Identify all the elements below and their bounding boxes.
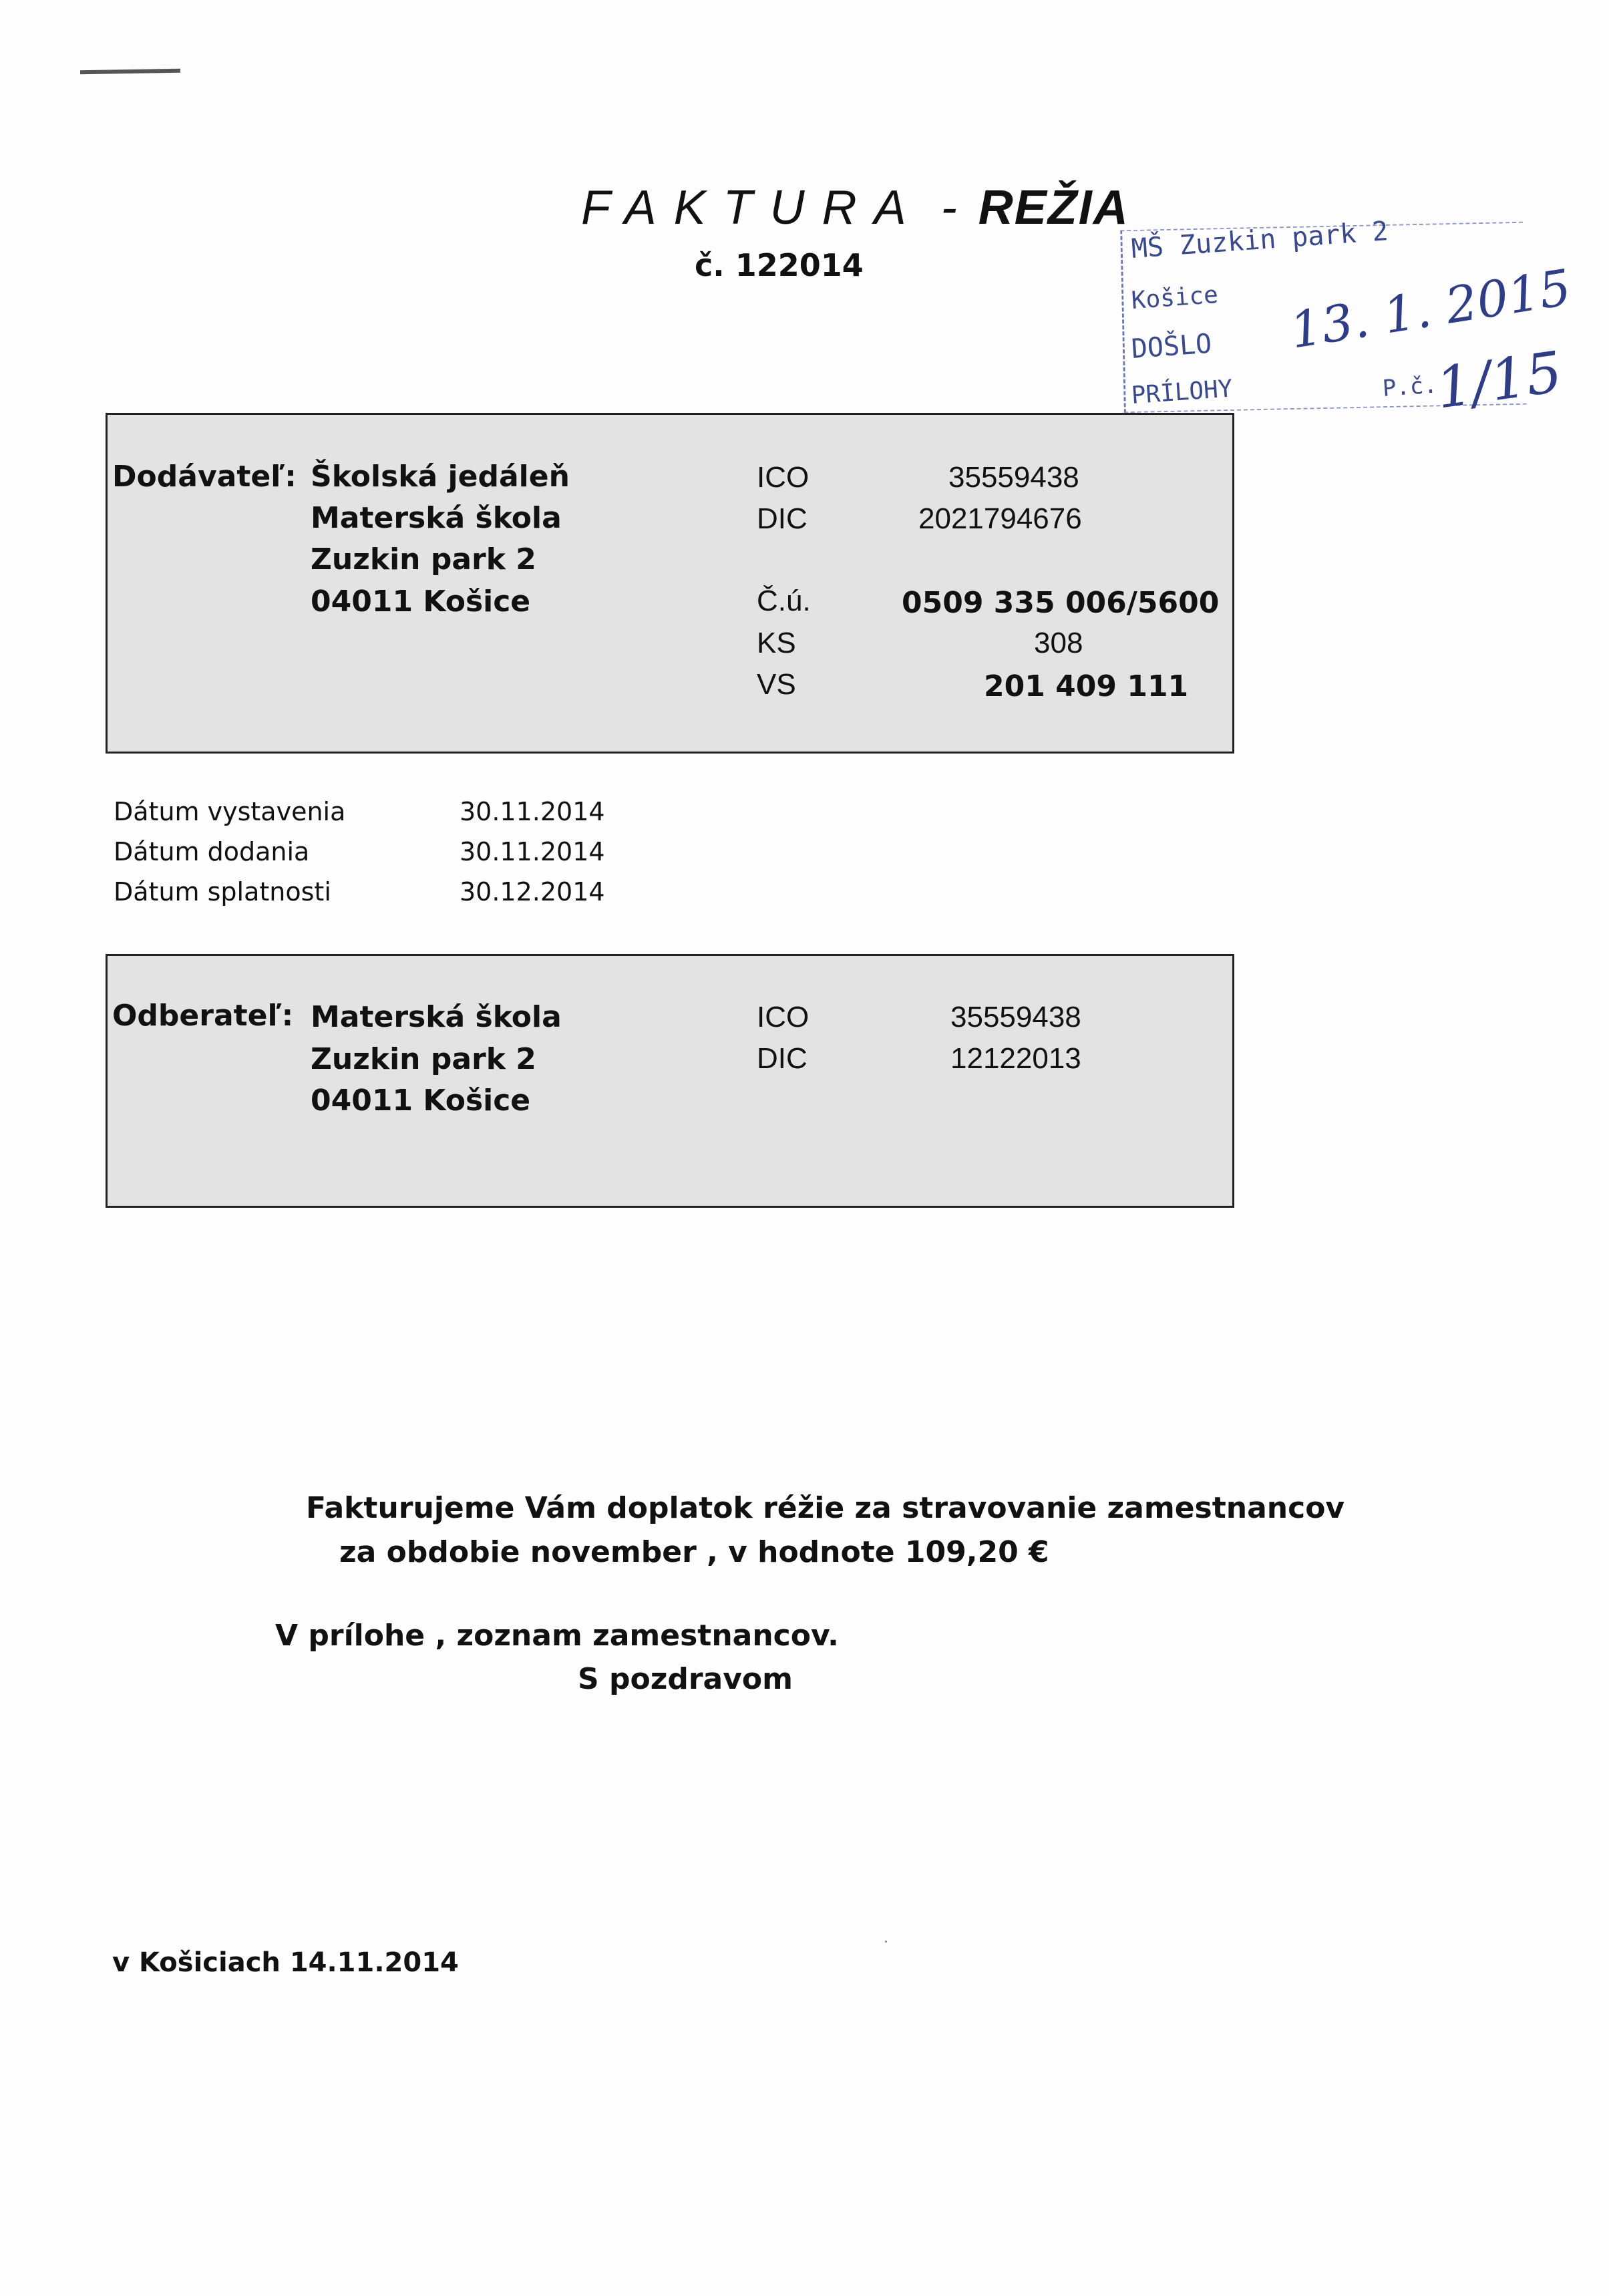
scan-dust <box>885 1941 887 1943</box>
supplier-account-value: 0509 335 006/5600 <box>902 586 1220 620</box>
customer-dic-key: DIC <box>757 1042 808 1075</box>
body-line-2: za obdobie november , v hodnote 109,20 € <box>339 1535 1049 1569</box>
supplier-account-key: Č.ú. <box>757 585 811 617</box>
invoice-title <box>581 180 1129 235</box>
customer-ico-key: ICO <box>757 1001 810 1033</box>
customer-address-line: Zuzkin park 2 <box>311 1042 536 1076</box>
received-stamp <box>1122 214 1575 422</box>
supplier-address-line: 04011 Košice <box>311 585 531 619</box>
supplier-dic-value: 2021794676 <box>918 502 1082 535</box>
stamp-handwritten-count: 1/15 <box>1432 339 1566 422</box>
supplier-ico-key: ICO <box>757 461 810 494</box>
date-delivered-label: Dátum dodania <box>114 837 310 866</box>
date-delivered-value: 30.11.2014 <box>460 837 605 866</box>
customer-ico-value: 35559438 <box>950 1001 1081 1033</box>
supplier-dic-key: DIC <box>757 502 808 535</box>
stamp-ref-number: P.č. <box>1381 371 1439 402</box>
date-issued-label: Dátum vystavenia <box>114 797 346 826</box>
supplier-ico-value: 35559438 <box>948 461 1079 494</box>
customer-address-line: Materská škola <box>311 1000 562 1034</box>
invoice-number: č. 122014 <box>695 247 864 283</box>
supplier-ks-key: KS <box>757 627 796 659</box>
title-dash: - <box>940 181 961 234</box>
customer-dic-value: 12122013 <box>950 1042 1081 1075</box>
scan-mark <box>80 69 180 75</box>
body-line-1: Fakturujeme Vám doplatok réžie za stravovanie zamestnancov <box>306 1491 1345 1525</box>
customer-box <box>106 954 1234 1208</box>
date-issued-value: 30.11.2014 <box>460 797 605 826</box>
supplier-address-line: Školská jedáleň <box>311 460 570 494</box>
stamp-received: DOŠLO <box>1130 328 1213 365</box>
stamp-attachments: PRÍLOHY <box>1130 375 1234 409</box>
title-main: FAKTURA <box>581 181 924 234</box>
supplier-vs-value: 201 409 111 <box>984 669 1189 703</box>
place-and-date: v Košiciach 14.11.2014 <box>112 1947 459 1978</box>
body-line-3: V prílohe , zoznam zamestnancov. <box>275 1619 839 1653</box>
date-due-label: Dátum splatnosti <box>114 877 331 907</box>
stamp-city: Košice <box>1130 281 1220 315</box>
supplier-address-line: Materská škola <box>311 501 562 535</box>
supplier-vs-key: VS <box>757 668 796 701</box>
date-due-value: 30.12.2014 <box>460 877 605 907</box>
supplier-ks-value: 308 <box>1034 627 1083 659</box>
supplier-label: Dodávateľ: <box>112 460 297 494</box>
stamp-org: MŠ Zuzkin park 2 <box>1130 216 1389 265</box>
stamp-handwritten-date: 13. 1. 2015 <box>1286 259 1575 360</box>
customer-address-line: 04011 Košice <box>311 1084 531 1118</box>
customer-label: Odberateľ: <box>112 999 294 1033</box>
title-sub: REŽIA <box>978 181 1129 234</box>
supplier-address-line: Zuzkin park 2 <box>311 542 536 577</box>
body-line-4: S pozdravom <box>578 1662 793 1696</box>
